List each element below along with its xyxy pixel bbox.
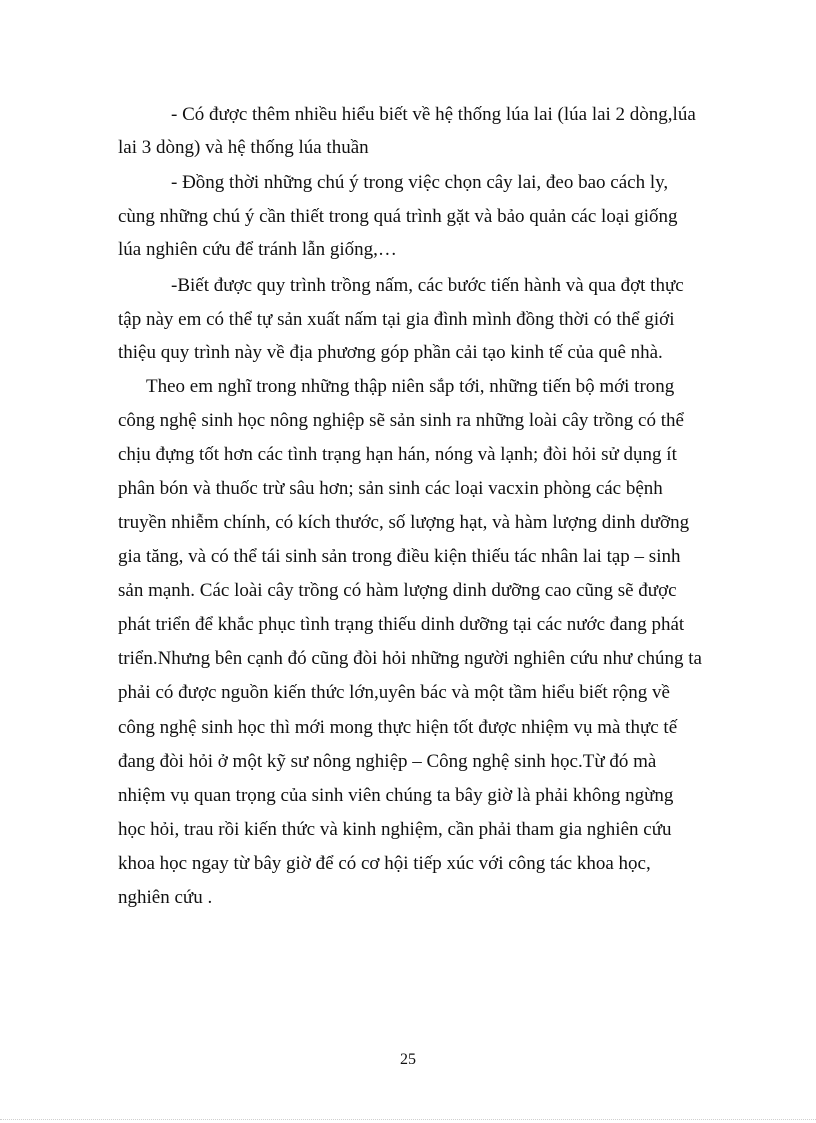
text-line: phân bón và thuốc trừ sâu hơn; sản sinh các loại vacxin phòng các bệnh <box>118 478 663 499</box>
text-line: cùng những chú ý cần thiết trong quá trình gặt và bảo quản các loại giống <box>118 206 678 227</box>
text-line: truyền nhiễm chính, có kích thước, số lượng hạt, và hàm lượng dinh dưỡng <box>118 512 690 533</box>
text-line: lai 3 dòng) và hệ thống lúa thuần <box>118 137 369 158</box>
text-line: khoa học ngay từ bây giờ để có cơ hội tiếp xúc với công tác khoa học, <box>118 853 651 874</box>
text-line: sản mạnh. Các loài cây trồng có hàm lượng dinh dưỡng cao cũng sẽ được <box>118 580 677 601</box>
text-line: nhiệm vụ quan trọng của sinh viên chúng ta bây giờ là phải không ngừng <box>118 785 674 806</box>
text-line: phát triển để khắc phục tình trạng thiếu dinh dưỡng tại các nước đang phát <box>118 614 685 635</box>
text-line: Theo em nghĩ trong những thập niên sắp tới, những tiến bộ mới trong <box>146 376 675 397</box>
text-line: lúa nghiên cứu để tránh lẫn giống,… <box>118 239 397 260</box>
text-line: - Đồng thời những chú ý trong việc chọn cây lai, đeo bao cách ly, <box>171 172 669 193</box>
text-line: - Có được thêm nhiều hiểu biết về hệ thống lúa lai (lúa lai 2 dòng,lúa <box>171 104 696 125</box>
text-line: nghiên cứu . <box>118 887 213 908</box>
text-line: thiệu quy trình này về địa phương góp phần cải tạo kinh tế của quê nhà. <box>118 342 663 363</box>
text-line: chịu đựng tốt hơn các tình trạng hạn hán, nóng và lạnh; đòi hỏi sử dụng ít <box>118 444 677 465</box>
text-line: công nghệ sinh học nông nghiệp sẽ sản sinh ra những loài cây trồng có thể <box>118 410 684 431</box>
page-bottom-border <box>0 1119 816 1120</box>
text-line: công nghệ sinh học thì mới mong thực hiện tốt được nhiệm vụ mà thực tế <box>118 717 678 738</box>
text-line: đang đòi hỏi ở một kỹ sư nông nghiệp – Công nghệ sinh học.Từ đó mà <box>118 751 657 772</box>
text-line: phải có được nguồn kiến thức lớn,uyên bác và một tầm hiểu biết rộng về <box>118 682 670 703</box>
text-line: gia tăng, và có thể tái sinh sản trong điều kiện thiếu tác nhân lai tạp – sinh <box>118 546 681 567</box>
text-line: tập này em có thể tự sản xuất nấm tại gia đình mình đồng thời có thể giới <box>118 309 675 330</box>
text-line: triển.Nhưng bên cạnh đó cũng đòi hỏi những người nghiên cứu như chúng ta <box>118 648 702 669</box>
text-line: học hỏi, trau rồi kiến thức và kinh nghiệm, cần phải tham gia nghiên cứu <box>118 819 672 840</box>
text-line: -Biết được quy trình trồng nấm, các bước tiến hành và qua đợt thực <box>171 275 684 296</box>
page-number: 25 <box>400 1051 416 1068</box>
